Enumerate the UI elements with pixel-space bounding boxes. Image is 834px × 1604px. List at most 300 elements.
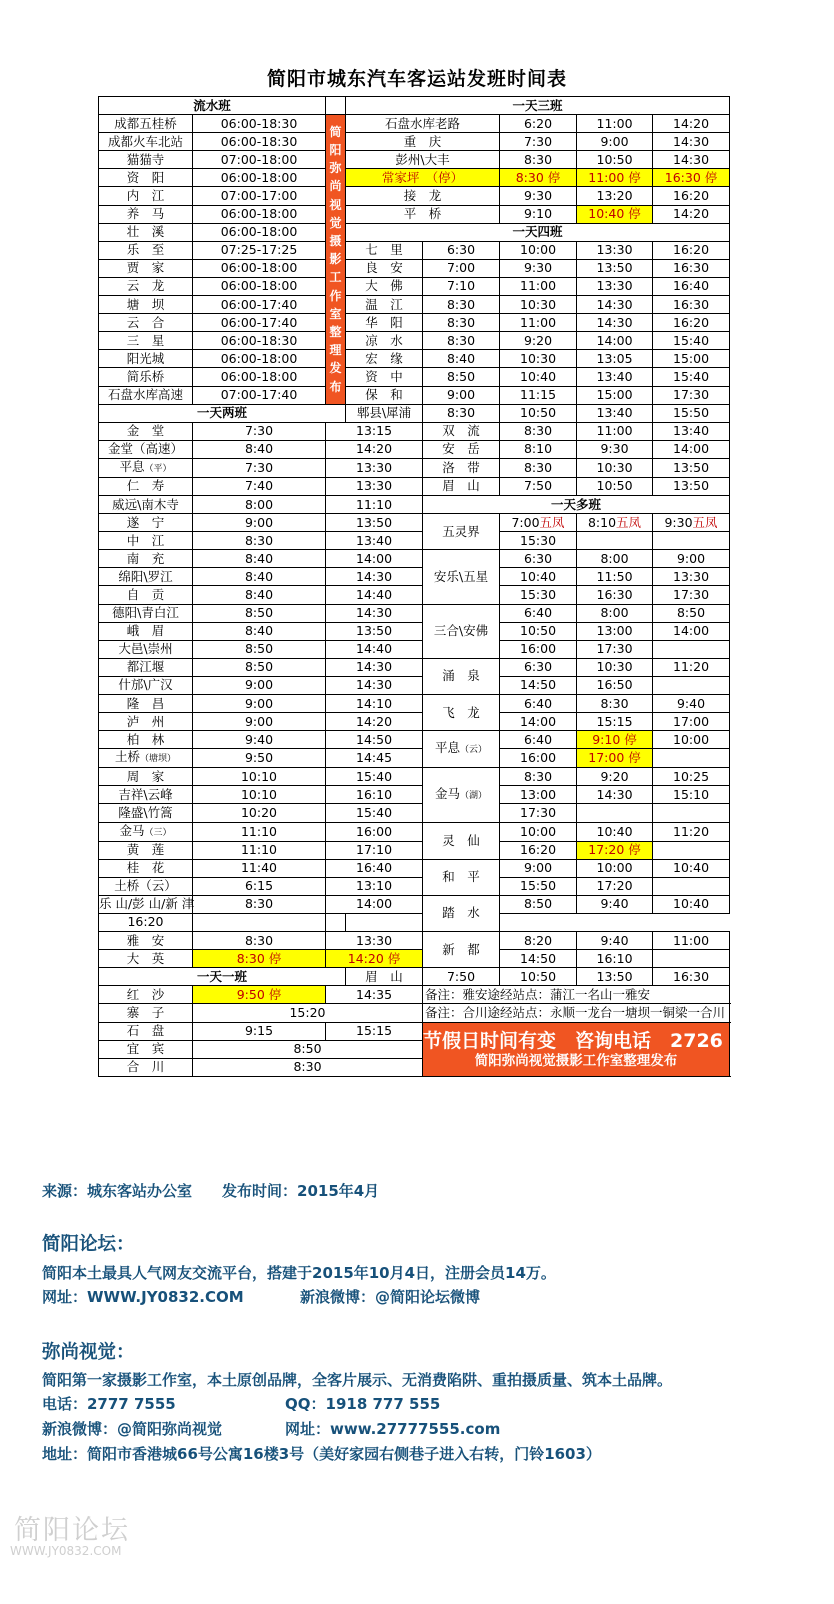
time-cell: 11:15 <box>500 386 577 404</box>
destination-cell <box>99 223 193 241</box>
time-cell: 14:30 <box>577 314 653 332</box>
time-cell: 14:30 <box>577 786 653 804</box>
destination-label: 资 阳 <box>126 169 165 185</box>
destination-cell <box>99 932 193 950</box>
destination-label: 资 中 <box>365 368 403 384</box>
table-row <box>99 913 730 931</box>
time-cell: 16:00 <box>500 640 577 658</box>
section-header-liushui: 流水班 <box>99 97 326 115</box>
section-header-one: 一天一班 <box>99 968 346 986</box>
time-cell: 16:30 <box>577 586 653 604</box>
time-cell: 10:50 <box>500 622 577 640</box>
time-cell: 8:30 停 <box>193 950 326 968</box>
destination-note: （平） <box>144 463 172 474</box>
time-cell: 16:30 停 <box>653 169 730 187</box>
destination-label: 宜 宾 <box>126 1041 165 1057</box>
destination-cell <box>423 658 500 694</box>
time-cell: 17:30 <box>653 586 730 604</box>
time-cell: 8:30 停 <box>500 169 577 187</box>
destination-cell <box>346 187 500 205</box>
time-cell: 06:00-18:00 <box>193 259 326 277</box>
time-cell: 7:00 <box>423 259 500 277</box>
time-cell: 11:10 <box>193 841 326 859</box>
destination-label: 温 江 <box>365 296 403 312</box>
time-cell: 9:00 <box>577 133 653 151</box>
table-row <box>99 477 730 495</box>
time-cell <box>653 514 730 532</box>
table-row <box>99 223 730 241</box>
destination-label: 土桥（云） <box>114 878 177 894</box>
time-cell: 10:30 <box>500 350 577 368</box>
destination-label: 平 桥 <box>403 206 442 222</box>
time-cell: 07:00-17:00 <box>193 187 326 205</box>
time-cell: 06:00-17:40 <box>193 314 326 332</box>
time-cell <box>577 514 653 532</box>
time-cell: 8:40 <box>193 550 326 568</box>
publisher-char: 觉 <box>329 215 342 230</box>
table-row <box>99 350 730 368</box>
destination-cell <box>99 115 193 133</box>
time-cell: 14:30 <box>653 133 730 151</box>
destination-label: 大 英 <box>126 950 165 966</box>
destination-label: 壮 溪 <box>126 224 165 240</box>
destination-label: 柏 林 <box>126 731 165 747</box>
destination-label: 保 和 <box>365 387 403 403</box>
table-row <box>99 1004 730 1022</box>
table-row <box>99 514 730 532</box>
time-cell: 6:30 <box>500 550 577 568</box>
time-cell: 8:40 <box>193 622 326 640</box>
destination-cell <box>99 768 193 786</box>
time-cell: 14:30 <box>326 658 423 676</box>
time-cell: 10:00 <box>577 859 653 877</box>
time-cell: 06:00-17:40 <box>193 296 326 314</box>
time-cell: 10:30 <box>577 458 653 477</box>
destination-cell <box>99 640 193 658</box>
time-cell: 16:20 <box>99 913 193 931</box>
destination-cell <box>423 768 500 822</box>
time-cell: 14:50 <box>500 950 577 968</box>
time-cell: 11:50 <box>577 568 653 586</box>
time-cell: 11:10 <box>193 822 326 841</box>
destination-label: 成都五桂桥 <box>114 115 177 131</box>
time-cell: 14:00 <box>326 895 423 913</box>
time-cell: 13:00 <box>500 786 577 804</box>
table-row <box>99 640 730 658</box>
table-row <box>99 133 730 151</box>
time-cell: 14:00 <box>653 622 730 640</box>
table-row <box>99 314 730 332</box>
time-cell: 17:30 <box>577 640 653 658</box>
destination-label: 成都火车北站 <box>107 133 183 149</box>
destination-label: 新 都 <box>442 941 480 957</box>
time-cell: 7:30 <box>193 422 326 440</box>
time-cell: 16:20 <box>500 841 577 859</box>
time-cell: 6:30 <box>423 241 500 259</box>
destination-cell <box>99 841 193 859</box>
time-cell: 14:40 <box>326 640 423 658</box>
destination-label: 自 贡 <box>126 586 165 602</box>
time-cell <box>500 514 577 532</box>
time-cell: 8:20 <box>500 932 577 950</box>
destination-cell <box>99 568 193 586</box>
destination-cell <box>346 169 500 187</box>
publisher-char: 室 <box>329 306 342 321</box>
time-cell: 14:30 <box>577 296 653 314</box>
time-cell: 17:20 停 <box>577 841 653 859</box>
time-cell: 8:40 <box>193 586 326 604</box>
destination-cell <box>346 296 423 314</box>
table-row <box>99 205 730 223</box>
time-cell: 9:30 <box>500 259 577 277</box>
forum-site: 网址：WWW.JY0832.COM <box>42 1288 244 1306</box>
time-cell: 8:00 <box>577 550 653 568</box>
time-cell: 8:50 <box>653 604 730 622</box>
destination-label: 南 充 <box>126 550 165 566</box>
table-row <box>99 932 730 950</box>
time-cell: 8:50 <box>500 895 577 913</box>
destination-cell <box>99 296 193 314</box>
time-cell: 8:40 <box>423 350 500 368</box>
destination-label: 金堂（高速） <box>107 441 183 457</box>
table-row <box>99 386 730 404</box>
time-cell: 10:10 <box>193 786 326 804</box>
destination-cell <box>99 658 193 676</box>
time-cell <box>193 913 326 931</box>
destination-cell <box>99 259 193 277</box>
time-cell <box>346 913 423 931</box>
destination-label: 华 阳 <box>365 314 403 330</box>
destination-cell <box>346 151 500 169</box>
time-cell: 10:25 <box>653 768 730 786</box>
time-cell: 15:00 <box>653 350 730 368</box>
time-cell: 16:10 <box>326 786 423 804</box>
destination-cell <box>346 259 423 277</box>
destination-label: 凉 水 <box>365 332 403 348</box>
time-cell: 06:00-18:00 <box>193 205 326 223</box>
time-cell: 07:00-18:00 <box>193 151 326 169</box>
time-cell: 8:30 <box>500 422 577 440</box>
table-row <box>99 550 730 568</box>
time-cell: 9:10 停 <box>577 731 653 749</box>
time-cell: 9:40 <box>577 932 653 950</box>
forum-desc: 简阳本土最具人气网友交流平台，搭建于2015年10月4日，注册会员14万。 <box>42 1264 556 1282</box>
time-cell: 15:10 <box>653 786 730 804</box>
destination-cell <box>99 586 193 604</box>
time-cell <box>653 841 730 859</box>
time-cell: 11:00 <box>500 277 577 295</box>
time-cell: 6:40 <box>500 731 577 749</box>
publisher-char: 整 <box>329 325 342 340</box>
time-cell: 9:40 <box>193 731 326 749</box>
table-row <box>99 604 730 622</box>
time-cell: 8:30 <box>193 532 326 550</box>
destination-cell <box>99 205 193 223</box>
route-note: 五凤 <box>692 514 718 530</box>
departure-time: 8:10 <box>587 514 617 530</box>
destination-label: 都江堰 <box>126 659 165 675</box>
section-header-four: 一天四班 <box>346 223 730 241</box>
destination-cell <box>99 332 193 350</box>
time-cell: 16:30 <box>653 968 730 986</box>
destination-cell <box>99 676 193 694</box>
publisher-char: 阳 <box>329 143 342 158</box>
time-cell: 6:40 <box>500 695 577 713</box>
time-cell: 13:30 <box>577 241 653 259</box>
side-bar-top <box>326 97 346 115</box>
time-cell: 8:30 <box>193 932 326 950</box>
destination-cell <box>99 550 193 568</box>
table-row <box>99 676 730 694</box>
time-cell: 10:20 <box>193 804 326 822</box>
destination-label: 隆盛\竹篙 <box>118 805 173 821</box>
destination-cell <box>99 514 193 532</box>
destination-label: 涌 泉 <box>442 668 480 684</box>
time-cell: 16:10 <box>577 950 653 968</box>
time-cell: 8:30 <box>423 314 500 332</box>
time-cell: 14:30 <box>326 676 423 694</box>
table-row <box>99 440 730 458</box>
destination-cell <box>423 859 500 895</box>
time-cell: 15:15 <box>577 713 653 731</box>
time-cell: 8:30 <box>500 458 577 477</box>
destination-cell <box>99 169 193 187</box>
destination-label: 金马 <box>435 785 461 801</box>
time-cell: 14:20 <box>326 713 423 731</box>
misang-heading: 弥尚视觉： <box>42 1342 135 1363</box>
time-cell: 14:40 <box>326 586 423 604</box>
destination-label: 接 龙 <box>403 188 442 204</box>
time-cell: 8:30 <box>193 895 326 913</box>
destination-label: 猫猫寺 <box>126 151 165 167</box>
destination-cell <box>99 1004 193 1022</box>
destination-label: 中 江 <box>126 532 165 548</box>
time-cell: 14:50 <box>326 731 423 749</box>
time-cell <box>653 950 730 968</box>
destination-cell <box>346 314 423 332</box>
publisher-char: 影 <box>329 252 342 267</box>
departure-time: 7:00 <box>511 514 540 530</box>
misang-weibo: 新浪微博：@简阳弥尚视觉 <box>42 1420 223 1438</box>
departure-time: 9:30 <box>664 514 693 530</box>
table-row <box>99 241 730 259</box>
time-cell: 16:50 <box>577 676 653 694</box>
misang-desc: 简阳第一家摄影工作室，本土原创品牌，全客片展示、无消费陷阱、重拍摄质量、筑本土品牌。 <box>42 1371 673 1389</box>
route-note: 五凤 <box>539 514 565 530</box>
time-cell: 11:00 <box>500 314 577 332</box>
time-cell <box>326 913 346 931</box>
destination-cell <box>99 859 193 877</box>
time-cell: 8:30 <box>500 151 577 169</box>
time-cell: 14:30 <box>326 568 423 586</box>
destination-cell <box>423 422 500 440</box>
page-title: 简阳市城东汽车客运站发班时间表 <box>266 68 567 90</box>
destination-cell <box>346 133 500 151</box>
table-row <box>99 968 730 986</box>
time-cell: 9:40 <box>577 895 653 913</box>
destination-label: 简乐桥 <box>126 368 165 384</box>
time-cell: 13:10 <box>326 877 423 895</box>
destination-label: 洛 带 <box>442 459 480 475</box>
time-cell: 9:00 <box>423 386 500 404</box>
destination-label: 乐 山/彭 山/新 津 <box>99 896 195 912</box>
destination-label: 威远\南木寺 <box>112 496 179 512</box>
table-row <box>99 532 730 550</box>
destination-cell <box>346 205 500 223</box>
time-cell: 10:50 <box>577 151 653 169</box>
destination-label: 内 江 <box>126 188 165 204</box>
destination-cell <box>99 1058 193 1076</box>
destination-label: 红 沙 <box>126 986 165 1002</box>
time-cell: 7:40 <box>193 477 326 495</box>
time-cell: 8:50 <box>193 658 326 676</box>
destination-cell <box>99 786 193 804</box>
time-cell: 14:00 <box>653 440 730 458</box>
time-cell: 9:00 <box>193 713 326 731</box>
table-row <box>99 404 730 422</box>
time-cell: 06:00-18:00 <box>193 350 326 368</box>
destination-note: （云） <box>460 745 488 756</box>
destination-cell <box>99 314 193 332</box>
table-row <box>99 877 730 895</box>
time-cell: 13:40 <box>577 404 653 422</box>
time-cell: 9:30 <box>577 440 653 458</box>
time-cell: 9:50 停 <box>193 986 326 1004</box>
destination-cell <box>423 550 500 604</box>
misang-site: 网址：www.27777555.com <box>285 1420 501 1438</box>
table-row <box>99 151 730 169</box>
time-cell: 8:00 <box>193 495 326 513</box>
time-cell: 17:00 停 <box>577 749 653 768</box>
destination-label: 郫县\犀浦 <box>356 405 412 421</box>
destination-label: 重 庆 <box>403 133 442 149</box>
time-cell <box>653 676 730 694</box>
publisher-char: 视 <box>329 197 342 212</box>
time-cell: 15:40 <box>653 368 730 386</box>
destination-label: 三 星 <box>126 332 165 348</box>
destination-label: 合 川 <box>126 1059 165 1075</box>
time-cell: 13:50 <box>326 514 423 532</box>
time-cell: 9:20 <box>500 332 577 350</box>
time-cell: 9:40 <box>653 695 730 713</box>
time-cell: 9:00 <box>193 514 326 532</box>
destination-cell <box>423 458 500 477</box>
destination-label: 安乐\五星 <box>433 568 489 584</box>
destination-cell <box>99 822 193 841</box>
destination-cell <box>99 187 193 205</box>
table-row <box>99 895 730 913</box>
destination-label: 德阳\青白江 <box>112 605 179 621</box>
destination-label: 雅 安 <box>126 932 165 948</box>
destination-label: 五灵界 <box>442 523 480 539</box>
time-cell: 8:00 <box>577 604 653 622</box>
time-cell: 8:10 <box>500 440 577 458</box>
publisher-char: 工 <box>329 270 342 285</box>
holiday-banner <box>423 1022 783 1076</box>
time-cell: 7:30 <box>193 458 326 477</box>
time-cell: 11:00 <box>577 422 653 440</box>
time-cell: 13:15 <box>326 422 423 440</box>
time-cell: 13:30 <box>653 568 730 586</box>
time-cell: 6:30 <box>500 658 577 676</box>
time-cell: 10:40 <box>577 822 653 841</box>
time-cell: 16:20 <box>653 314 730 332</box>
publisher-credit: 简阳弥尚视觉摄影工作室整理发布 <box>474 1053 678 1070</box>
table-row <box>99 950 730 968</box>
destination-cell <box>99 458 193 477</box>
time-cell: 10:40 停 <box>577 205 653 223</box>
empty-cell <box>653 532 730 550</box>
time-cell: 10:40 <box>500 568 577 586</box>
destination-label: 平息 <box>119 458 145 474</box>
time-cell: 6:15 <box>193 877 326 895</box>
table-row <box>99 1022 730 1040</box>
destination-cell <box>99 695 193 713</box>
time-cell: 16:40 <box>326 859 423 877</box>
time-cell: 17:30 <box>653 386 730 404</box>
table-row <box>99 187 730 205</box>
destination-label: 乐 至 <box>126 242 165 258</box>
watermark-url: WWW.JY0832.COM <box>10 1544 122 1558</box>
time-cell: 10:40 <box>653 859 730 877</box>
time-cell <box>653 749 730 768</box>
publisher-char: 弥 <box>329 161 342 176</box>
destination-cell <box>99 241 193 259</box>
publisher-vertical-label <box>326 115 346 405</box>
time-cell: 8:30 <box>423 332 500 350</box>
destination-cell <box>346 277 423 295</box>
time-cell: 15:15 <box>326 1022 423 1040</box>
time-cell: 10:00 <box>653 731 730 749</box>
time-cell: 13:50 <box>326 622 423 640</box>
destination-cell <box>99 604 193 622</box>
destination-label: 彭州\大丰 <box>395 151 450 167</box>
time-cell: 13:30 <box>326 932 423 950</box>
time-cell <box>653 640 730 658</box>
time-cell: 10:40 <box>653 895 730 913</box>
time-cell: 14:35 <box>326 986 423 1004</box>
destination-label: 什邡\广汉 <box>118 677 173 693</box>
time-cell: 13:30 <box>326 477 423 495</box>
destination-cell <box>346 350 423 368</box>
destination-cell <box>99 277 193 295</box>
time-cell: 06:00-18:00 <box>193 169 326 187</box>
forum-weibo: 新浪微博：@简阳论坛微博 <box>300 1288 481 1306</box>
note-yaan-route: 备注：雅安途经站点：蒲江一名山一雅安 <box>423 986 730 1004</box>
empty-cell <box>577 532 653 550</box>
destination-cell <box>99 1022 193 1040</box>
time-cell: 17:10 <box>326 841 423 859</box>
destination-label: 飞 龙 <box>442 704 480 720</box>
time-cell: 8:50 <box>423 368 500 386</box>
time-cell: 10:00 <box>500 241 577 259</box>
time-cell: 14:30 <box>326 604 423 622</box>
time-cell: 16:30 <box>653 296 730 314</box>
holiday-hotline: 节假日时间有变 咨询电话 2726 6661 <box>423 1030 783 1053</box>
time-cell: 7:50 <box>423 968 500 986</box>
destination-cell <box>346 404 423 422</box>
destination-label: 泸 州 <box>126 713 165 729</box>
misang-qq: QQ：1918 777 555 <box>285 1395 441 1413</box>
destination-label: 三合\安佛 <box>433 623 489 639</box>
time-cell: 9:00 <box>653 550 730 568</box>
time-cell: 8:40 <box>193 568 326 586</box>
time-cell: 14:00 <box>577 332 653 350</box>
table-row <box>99 586 730 604</box>
destination-cell <box>99 1040 193 1058</box>
forum-heading: 简阳论坛： <box>42 1234 135 1255</box>
destination-cell <box>99 368 193 386</box>
